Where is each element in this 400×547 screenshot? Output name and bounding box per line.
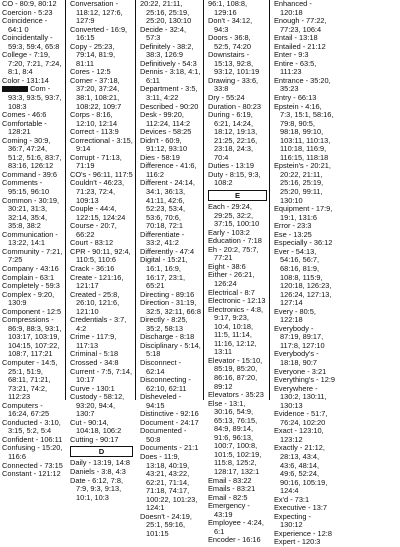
index-entry: Connected - 73:15 (2, 460, 63, 470)
index-entry: Corps - 8:16, 12:10, 12:14 (70, 110, 118, 128)
index-entry: Corrupt - 71:13, 71:19 (70, 152, 122, 171)
index-entry: Definitely - 38:2, 38:3, 126:9 (140, 41, 194, 60)
index-entry: Directing - 89:16 (140, 289, 195, 299)
index-entry: Exact - 123:10, 123:12 (274, 426, 324, 444)
index-entry: Computer - 14:5, 25:1, 51:9, 68:11, 71:21, 73:21, 74:2, 112:23 (2, 357, 58, 402)
index-entry: Computers - 16:24, 67:25 (2, 400, 50, 419)
index-entry: Constant - 121:12 (2, 469, 61, 479)
index-entry: Color - 131:14 (2, 75, 49, 85)
index-entry: Command - 39:6 (2, 169, 58, 179)
index-entry: Community - 7:21, 7:25 (2, 246, 63, 265)
index-entry: 96:1, 108:8, 129:16 (208, 0, 248, 17)
index-entry: Dry - 55:24 (208, 93, 245, 103)
index-entry: Electronics - 4:8, 9:17, 9:23, 10:4, 10:18, 11:5, 11:14, 11:16, 12:12, 13:11 (208, 304, 264, 357)
index-entry: Disciplinary - 5:14, 5:18 (140, 340, 201, 359)
index-entry: Everything's - 12:9 (274, 375, 335, 385)
index-entry: Common - 30:19, 30:21, 31:3, 32:14, 35:4, 35:8, 38:2 (2, 195, 60, 231)
index-entry: Direction - 31:19, 32:5, 32:11, 66:8 (140, 298, 201, 316)
index-entry: Conversation - 118:12, 127:6, 127:9 (70, 0, 123, 26)
index-entry: CPR - 90:11, 92:4, 110:5, 110:6 (70, 246, 131, 265)
index-entry: Created - 25:8, 26:10, 121:6, 121:10 (70, 289, 120, 316)
index-entry: Email - 82:5 (208, 492, 248, 502)
index-entry: Ever - 54:13, 54:16, 56:7, 68:16, 81:9, 108:8, 115:9, 120:18, 126:23, 126:24, 127:13, 127:14 (274, 246, 332, 308)
letter-heading-d: D (70, 446, 133, 457)
index-entry: Discharge - 8:18 (140, 332, 195, 342)
index-entry: Course - 20:7, 66:22 (70, 221, 117, 239)
index-entry: Coercion - 5:23 (2, 7, 53, 17)
index-entry: Don't - 34:12, 94:3 (208, 16, 253, 34)
index-entry-text: Com - 93:3, 93:5, 93:7, 108:3 (8, 84, 62, 111)
index-entry-redacted (2, 85, 63, 111)
index-entry: Exactly - 21:12, 28:13, 43:4, 43:6, 48:14, 49:6, 52:24, 90:16, 105:19, 124:4 (274, 443, 328, 496)
index-entry: Difference - 41:6, 116:2 (140, 161, 197, 179)
index-entry: Create - 121:16, 121:17 (70, 272, 124, 291)
index-entry: Dies - 58:19 (140, 152, 180, 162)
index-entry: Credentials - 3:7, 4:2 (70, 315, 127, 333)
index-entry: Converted - 16:9, 16:15 (70, 24, 128, 43)
index-entry: College - 7:19, 7:20, 7:21, 7:24, 8:1, 8:4 (2, 50, 62, 77)
index-entry: Crack - 36:16 (70, 263, 115, 273)
index-entry: Epstein - 4:16, 7:3, 15:1, 58:16, 79:8, 90:5, 98:18, 99:10, 103:11, 110:13, 110:18, 116:9, 116:15, 118:18 (274, 101, 334, 162)
index-entry: Entry - 66:13 (274, 93, 317, 103)
index-entry: Coming - 30:9, 36:7, 47:24, 51:2, 51:6, 83:7, 83:16, 126:12 (2, 135, 62, 171)
index-entry: Doesn't - 24:19, 25:1, 59:16, 101:15 (140, 511, 192, 538)
index-entry: Electrical - 8:7 (208, 287, 255, 297)
index-entry: Everywhere - 130:2, 130:11, 130:13 (274, 383, 327, 410)
index-entry: Crossed - 34:8 (70, 357, 119, 367)
index-entry: Evidence - 51:7, 76:24, 102:20 (274, 409, 328, 427)
index-entry: Entailed - 21:12 (274, 41, 326, 51)
index-entry: Curve - 130:1 (70, 383, 115, 393)
index-entry: Experience - 12:8 (274, 528, 332, 538)
index-entry: Comfortable - 128:21 (2, 118, 47, 137)
index-entry: Expecting - 130:12 (274, 511, 311, 530)
index-entry: Date - 6:12, 7:8, 7:9, 9:3, 9:13, 10:1, 10:3 (70, 475, 123, 502)
index-entry: 20:22, 21:11, 25:16, 25:19, 25:20, 130:10 (140, 0, 192, 26)
index-entry: Documents - 21:1 (140, 443, 199, 453)
index-entry: Distinctive - 92:16 (140, 409, 199, 419)
index-entry: Disheveled - 94:15 (140, 392, 182, 410)
index-entry: Enough - 77:22, 77:23, 106:4 (274, 16, 327, 34)
index-entry: Crime - 117:9, 117:13 (70, 332, 117, 350)
index-entry: Else - 13:1, 30:16, 54:9, 65:13, 76:15, 84:9, 89:14, 91:6, 96:13, 100:7, 100:8, 101:5, 102:19, 115:8, 125:2, 128:17, 132:1 (208, 398, 262, 476)
index-entry: Dennis - 3:18, 4:1, 6:11 (140, 67, 201, 85)
index-entry: Correctional - 3:15, 9:14 (70, 135, 133, 154)
index-entry: Described - 90:20 (140, 101, 199, 111)
index-entry: Differentiate - 33:2, 41:2 (140, 229, 185, 248)
index-entry: Compressions - 86:9, 88:3, 93:1, 103:17, 103:19, 104:15, 107:22, 108:7, 117:21 (2, 315, 62, 359)
index-entry: Ex'd - 73:1 (274, 494, 310, 504)
index-entry: Everybody - 87:19, 89:17, 117:8, 127:10 (274, 323, 325, 350)
index-entry: Completely - 59:3 (2, 281, 60, 291)
index-entry: Couldn't - 46:23, 71:23, 72:4, 109:13 (70, 178, 125, 205)
index-entry: Elevators - 35:23 (208, 390, 264, 400)
index-entry: Daniels - 3:8, 4:3 (70, 466, 126, 476)
index-entry: Emergency - 43:19 (208, 501, 250, 519)
index-entry: Comments - 95:15, 96:10 (2, 178, 50, 197)
index-entry: Coincidence - 64:1 0 (2, 16, 48, 34)
letter-heading-e: E (208, 190, 267, 201)
index-entry: Coincidentally - 59:3, 59:4, 65:8 (2, 33, 60, 51)
index-entry: Entail - 13:18 (274, 33, 318, 43)
index-entry: Either - 26:21, 126:24 (208, 270, 255, 288)
index-entry: Documented - 50:8 (140, 426, 187, 444)
index-entry: Company - 43:16 (2, 263, 59, 273)
index-entry: Everyone - 3:21 (274, 366, 327, 376)
index-entry: Early - 103:2 (208, 227, 250, 237)
index-entry: Expert - 120:3 (274, 537, 321, 547)
index-entry: Confusing - 15:20, 116:6 (2, 443, 63, 461)
index-entry: Correct - 113:9 (70, 127, 119, 137)
index-entry: Eh - 20:2, 75:7, 77:21 (208, 244, 259, 263)
index-entry: Comes - 46:6 (2, 110, 47, 120)
index-entry: CO - 80:9, 80:12 (2, 0, 57, 8)
index-entry: Document - 24:17 (140, 417, 199, 427)
index-entry: Communication - 13:22, 14:1 (2, 229, 58, 248)
index-entry: Didn't - 60:9, 91:12, 93:10 (140, 135, 188, 154)
index-entry: Differently - 47:4 (140, 246, 195, 256)
index-entry: Desk - 99:20, 112:24, 114:2 (140, 110, 191, 128)
index-entry: CO's - 96:11, 117:5 (70, 169, 133, 179)
index-entry: Ese - 13:25 (274, 229, 312, 239)
index-column-3 (136, 0, 204, 538)
index-entry: Does - 11:9, 13:18, 40:19, 43:21, 43:22, 62:21, 71:14, 71:18, 74:17, 100:22, 101:23, 124:1 (140, 451, 198, 513)
index-column-5 (270, 0, 337, 547)
index-entry: Downstairs - 15:13, 92:8, 93:12, 101:19 (208, 50, 260, 77)
index-entry: Complain - 63:1 (2, 272, 55, 282)
index-entry: Daily - 13:19, 14:8 (70, 458, 130, 468)
index-entry: Cores - 12:5 (70, 67, 111, 77)
index-entry: Duties - 13:19 (208, 161, 255, 171)
index-entry: Complex - 9:20, 130:9 (2, 289, 55, 308)
index-entry: Custody - 58:12, 93:20, 94:4, 130:7 (70, 392, 125, 419)
index-entry: Current - 7:5, 7:14, 10:17 (70, 366, 133, 385)
index-entry: Corner - 37:18, 37:20, 37:24, 38:1, 108:21, 108:22, 109:7 (70, 75, 122, 111)
index-entry: Equipment - 17:9, 19:1, 131:6 (274, 204, 333, 222)
index-entry: Enter - 9:3 (274, 50, 309, 60)
index-entry: Email - 83:22 (208, 475, 252, 485)
index-entry: Entire - 63:5, 111:23 (274, 58, 317, 77)
index-entry: Component - 12:5 (2, 306, 62, 316)
index-entry: Court - 83:12 (70, 238, 114, 248)
index-entry: Different - 24:14, 34:1, 36:13, 41:11, 42:6, 52:23, 53:4, 53:6, 70:6, 70:18, 72:1 (140, 178, 195, 231)
index-entry: Entrance - 35:20, 35:23 (274, 75, 331, 94)
index-entry: Doors - 36:8, 52:5, 74:20 (208, 33, 251, 51)
index-entry: Employee - 4:24, 6:1 (208, 518, 264, 536)
index-entry: Epstein's - 20:21, 20:22, 21:11, 25:16, 25:19, 25:20, 99:11, 130:10 (274, 161, 331, 205)
index-entry: Copy - 25:23, 79:14, 81:9, 81:11 (70, 41, 116, 68)
index-entry: Electronic - 12:13 (208, 296, 266, 306)
index-entry: Digital - 15:21, 16:1, 16:9, 16:17, 23:1, 65:21 (140, 255, 188, 291)
index-entry: Directly - 8:25, 35:2, 58:13 (140, 315, 188, 333)
redaction-bar (2, 86, 28, 92)
index-column-1 (0, 0, 66, 479)
index-entry: Department - 3:5, 3:11, 4:22 (140, 84, 198, 103)
index-entry: Decide - 32:4, 57:3 (140, 24, 187, 43)
index-entry: Every - 80:5, 122:18 (274, 306, 316, 325)
index-entry: Devices - 58:25 (140, 127, 192, 137)
index-entry: Cutting - 90:17 (70, 434, 119, 444)
index-entry: Especially - 36:12 (274, 238, 333, 248)
index-entry: Error - 23:3 (274, 221, 312, 231)
index-entry: Criminal - 5:18 (70, 349, 119, 359)
index-entry: Disconnect - 62:14 (140, 357, 182, 376)
index-entry: Conducted - 3:10, 3:15, 5:2, 5:4 (2, 417, 61, 436)
index-entry: Duty - 8:15, 9:3, 108:2 (208, 169, 261, 188)
index-entry: Education - 7:18 (208, 236, 262, 246)
index-entry: Each - 29:24, 29:25, 32:2, 37:15, 100:10 (208, 202, 260, 229)
index-entry: Executive - 13:7 (274, 503, 327, 513)
index-entry: Definitively - 54:3 (140, 58, 197, 68)
index-entry: Emails - 83:21 (208, 484, 256, 494)
index-column-2 (66, 0, 136, 502)
index-entry: Elevator - 15:10, 85:19, 85:20, 86:16, 87:20, 89:12 (208, 355, 263, 391)
index-entry: Cut - 90:14, 104:18, 106:2 (70, 417, 122, 436)
index-column-4 (204, 0, 270, 545)
index-entry: During - 6:19, 6:21, 14:24, 18:12, 19:13, 21:25, 22:16, 23:18, 24:3, 70:4 (208, 110, 258, 162)
index-entry: Drawing - 33:6, 33:8 (208, 75, 259, 94)
index-entry: Encoder - 16:16 (208, 535, 261, 545)
index-entry: Couple - 44:4, 122:15, 124:24 (70, 204, 126, 222)
index-entry: Enhanced - 120:18 (274, 0, 312, 17)
index-entry: Everybody's - 18:18, 90:7 (274, 349, 319, 367)
index-entry: Confident - 106:11 (2, 434, 63, 444)
index-entry: Eight - 38:6 (208, 261, 246, 271)
index-entry: Duration - 80:23 (208, 101, 261, 111)
index-entry: Disconnecting - 62:10, 62:11 (140, 375, 191, 393)
